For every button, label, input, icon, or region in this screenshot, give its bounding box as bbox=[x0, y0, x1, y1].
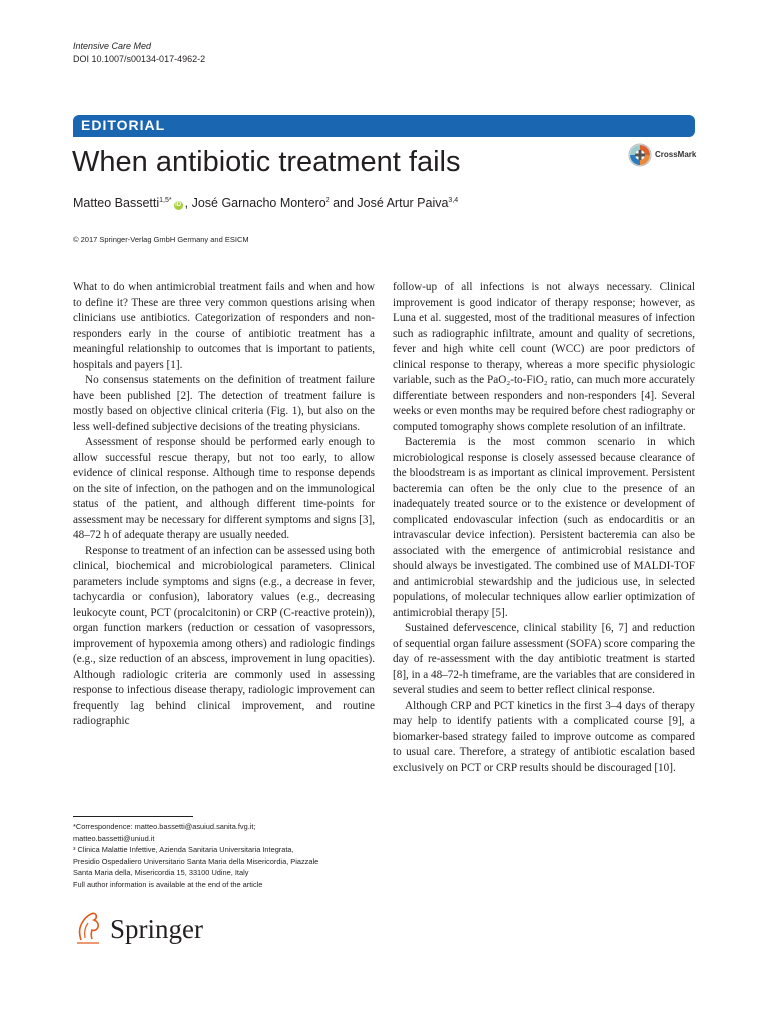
body-paragraph: follow-up of all infections is not always necessary. Clinical improvement is good indicator of therapy response; however, as Luna et al. suggested, most of the traditional measures of infection such as radiographic infiltrate, amount and quality of secretions, fever and high white cell count (WCC) are poor predictors of clinical response to therapy, whereas a more specific physiologic variable, such as the PaO₂-to-FiO₂ ratio, can much more accurately differentiate between responders and non-responders [4]. Several weeks or even months may be required before chest radiography or computed tomography shows complete resolution of an infiltrate. bbox=[393, 281, 695, 433]
footnote-line: matteo.bassetti@uniud.it bbox=[73, 833, 155, 843]
doi-line: DOI 10.1007/s00134-017-4962-2 bbox=[73, 54, 206, 64]
footnote-line: Full author information is available at the end of the article bbox=[73, 879, 263, 889]
body-paragraph: What to do when antimicrobial treatment fails and when and how to define it? These are three very common questions arising when clinicians use antibiotics. Categorization of responders and non-responders early in the course of antibiotic treatment has a meaningful relationship to outcomes that is important to patients, hospitals and payers [1]. bbox=[73, 281, 375, 371]
article-type-banner bbox=[73, 115, 695, 137]
footnote-line: Santa Maria della, Misericordia 15, 33100 Udine, Italy bbox=[73, 868, 249, 877]
author-affiliation: 2 bbox=[325, 196, 330, 204]
running-header bbox=[73, 40, 205, 66]
body-column-left bbox=[73, 280, 375, 730]
author-affiliation: 1,5* bbox=[159, 196, 172, 204]
author-affiliation: 3,4 bbox=[448, 196, 459, 204]
body-column-right bbox=[393, 280, 695, 776]
springer-horse-icon bbox=[73, 910, 105, 946]
crossmark-label: CrossMark bbox=[655, 150, 697, 159]
journal-name: Intensive Care Med bbox=[73, 41, 152, 51]
body-paragraph: Although CRP and PCT kinetics in the first 3–4 days of therapy may help to identify patients with a complicated course [9], a biomarker-based strategy failed to improve outcome as compared to usual care. Therefore, a strategy of antibiotic escalation based exclusively on PCT or CRP results should be discouraged [10]. bbox=[393, 699, 695, 774]
article-title: When antibiotic treatment fails bbox=[72, 146, 461, 178]
body-paragraph: No consensus statements on the definition of treatment failure have been published [2]. The detection of treatment failure is mostly based on objective clinical criteria (Fig. 1), but also on the less well-defined subjective decisions of the treating physicians. bbox=[73, 374, 375, 433]
copyright-line: © 2017 Springer-Verlag GmbH Germany and ESICM bbox=[73, 235, 249, 244]
author-separator: , bbox=[184, 196, 192, 210]
author-list bbox=[73, 196, 458, 210]
author-name: José Garnacho Montero bbox=[191, 196, 326, 210]
author-name: Matteo Bassetti bbox=[73, 196, 160, 210]
publisher-logo bbox=[73, 910, 223, 954]
footnote-line: Presidio Ospedaliero Universitario Santa Maria della Misericordia, Piazzale bbox=[73, 856, 319, 866]
orcid-icon[interactable]: iD bbox=[175, 202, 182, 208]
body-paragraph: Bacteremia is the most common scenario in which microbiological response is closely assessed because clearance of the bloodstream is as important as clinical improvement. Persistent bacteremia can often be the only clue to the presence of an inadequately treated source or to the existence or development of complicated endovascular infection (such as endocarditis or an intravascular device infection). Persistent bacteremia can also be associated with the emergence of antimicrobial resistance and should always be investigated. The combined use of MALDI-TOF and antimicrobial stewardship and the judicious use, in selected populations, of molecular techniques allow earlier optimization of antimicrobial therapy [5]. bbox=[393, 436, 695, 619]
article-type-label: EDITORIAL bbox=[81, 117, 166, 133]
body-paragraph: Sustained defervescence, clinical stability [6, 7] and reduction of sequential organ failure assessment (SOFA) score comparing the day of re-assessment with the day antibiotic treatment is started [8], in a 48–72-h timeframe, are the variables that are considered in several studies and seem to better reflect clinical response. bbox=[393, 622, 695, 696]
author-name: José Artur Paiva bbox=[357, 196, 449, 210]
footnote-line: *Correspondence: matteo.bassetti@asuiud.sanita.fvg.it; bbox=[73, 822, 256, 831]
footnote-divider bbox=[73, 816, 193, 817]
body-paragraph: Response to treatment of an infection can be assessed using both clinical, biochemical and microbiological parameters. Clinical parameters include symptoms and signs (e.g., a decrease in fever, tachycardia or confusion), laboratory values (e.g., decreasing leukocyte count, PCT (procalcitonin) or CRP (C-reactive protein)), organ function markers (reduction or cessation of vasopressors, improvement of hypoxemia among others) and radiologic findings (e.g., size reduction of an abscess, improvement in lung opacities). Although radiologic criteria are commonly used in assessing response to infectious disease therapy, radiologic improvement can frequently lag behind clinical improvement, and routine radiographic bbox=[73, 544, 375, 727]
footnote-line: ³ Clinica Malattie Infettive, Azienda Sanitaria Universitaria Integrata, bbox=[73, 845, 294, 854]
crossmark-badge[interactable] bbox=[628, 143, 698, 169]
correspondence-footnote bbox=[73, 821, 373, 890]
author-separator: and bbox=[329, 196, 358, 210]
publisher-name: Springer bbox=[110, 914, 203, 944]
body-paragraph: Assessment of response should be performed early enough to allow successful rescue therapy, but not too early, to allow evidence of clinical response. Although time to response depends on the site of infection, on the pathogen and on the immunological status of the patient, and although different time-points for assessment may be necessary for different symptoms and signs [3], 48–72 h of adequate therapy are usually needed. bbox=[73, 436, 375, 541]
crossmark-icon bbox=[628, 143, 652, 167]
